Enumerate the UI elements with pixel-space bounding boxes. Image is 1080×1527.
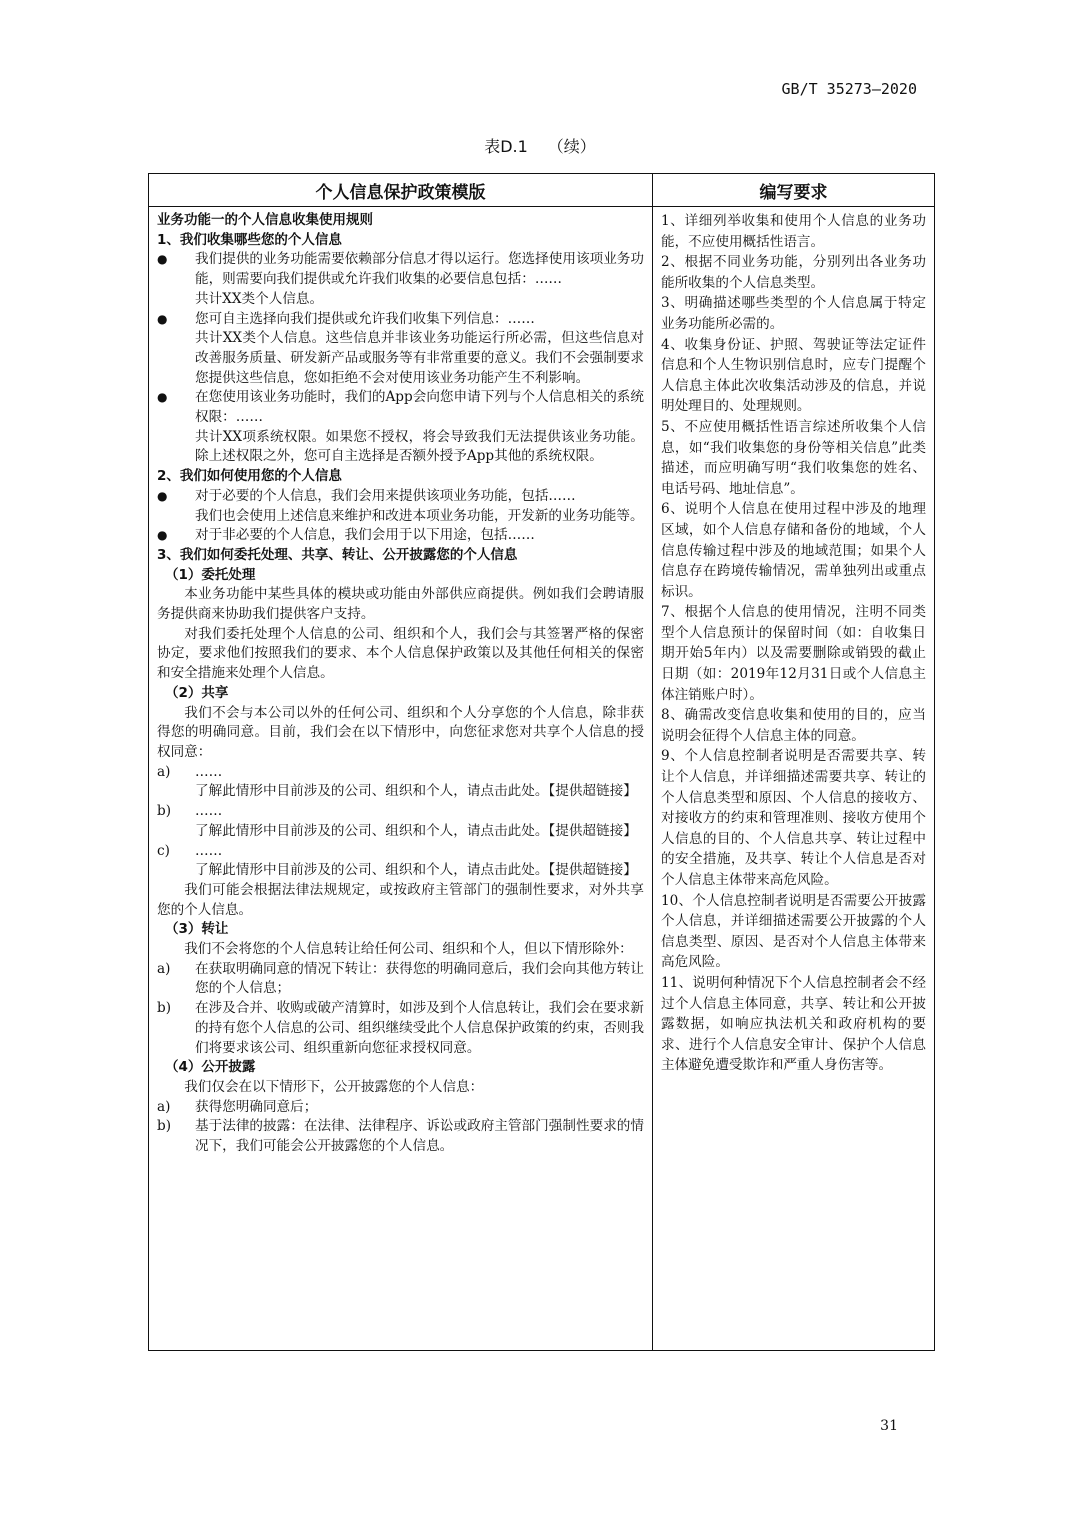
bullet-icon: ● (157, 528, 168, 543)
list-item: a) …… (157, 763, 223, 780)
section-heading-collect: 1、我们收集哪些您的个人信息 (157, 231, 342, 248)
requirement-item: 8、确需改变信息收集和使用的目的，应当说明会征得个人信息主体的同意。 (661, 707, 926, 744)
standard-number: GB/T 35273—2020 (781, 80, 917, 98)
list-item: ● 对于必要的个人信息，我们会用来提供该项业务功能，包括…… (157, 487, 644, 507)
bullet-icon: ● (157, 311, 168, 326)
list-note: 了解此情形中目前涉及的公司、组织和个人，请点击此处。【提供超链接】 (195, 862, 637, 879)
table-continued: （续） (547, 137, 596, 156)
paragraph: 我们不会与本公司以外的任何公司、组织和个人分享您的个人信息，除非获得您的明确同意。目前，我们会在以下情形中，向您征求您对共享个人信息的授权同意： (157, 704, 644, 760)
list-note: 共计XX类个人信息。 (195, 290, 324, 307)
list-item: ● 我们提供的业务功能需要依赖部分信息才得以运行。您选择使用该项业务功能，则需要向我们提供或允许我们收集的必要信息包括：…… (157, 250, 644, 289)
subheading-entrusted: （1）委托处理 (165, 566, 256, 583)
requirement-item: 1、详细列举收集和使用个人信息的业务功能，不应使用概括性语言。 (661, 213, 926, 250)
requirement-item: 10、个人信息控制者说明是否需要公开披露个人信息，并详细描述需要公开披露的个人信息类型、原因、是否对个人信息主体带来高危风险。 (661, 892, 926, 971)
policy-template-table (148, 173, 935, 1351)
list-note: 了解此情形中目前涉及的公司、组织和个人，请点击此处。【提供超链接】 (195, 783, 637, 800)
paragraph: 我们仅会在以下情形下，公开披露您的个人信息： (184, 1078, 484, 1095)
section-heading-sharing: 3、我们如何委托处理、共享、转让、公开披露您的个人信息 (157, 546, 518, 563)
bullet-icon: ● (157, 488, 168, 503)
list-item: ● 在您使用该业务功能时，我们的App会向您申请下列与个人信息相关的系统权限：…… (157, 388, 644, 427)
requirement-item: 6、说明个人信息在使用过程中涉及的地理区域，如个人信息存储和备份的地域，个人信息传输过程中涉及的地域范围；如果个人信息存在跨境传输情况，需单独列出或重点标识。 (661, 501, 926, 600)
paragraph: 对我们委托处理个人信息的公司、组织和个人，我们会与其签署严格的保密协定，要求他们按照我们的要求、本个人信息保护政策以及其他任何相关的保密和安全措施来处理个人信息。 (157, 625, 644, 682)
list-item: b) 在涉及合并、收购或破产清算时，如涉及到个人信息转让，我们会在要求新的持有您个人信息的公司、组织继续受此个人信息保护政策的约束，否则我们将要求该公司、组织重新向您征求授权同意。 (157, 1000, 644, 1056)
list-item: b) 基于法律的披露：在法律、法律程序、诉讼或政府主管部门强制性要求的情况下，我们可能会公开披露您的个人信息。 (157, 1118, 644, 1155)
requirement-item: 9、个人信息控制者说明是否需要共享、转让个人信息，并详细描述需要共享、转让的个人信息类型和原因、个人信息的接收方、对接收方的约束和管理准则、接收方使用个人信息的目的、个人信息共享、转让过程中的安全措施，及共享、转让个人信息是否对个人信息主体带来高危风险。 (661, 748, 926, 888)
paragraph: 我们不会将您的个人信息转让给任何公司、组织和个人，但以下情形除外： (184, 941, 633, 958)
list-note: 我们也会使用上述信息来维护和改进本项业务功能，开发新的业务功能等。 (195, 507, 644, 524)
list-note: 共计XX类个人信息。这些信息并非该业务功能运行所必需，但这些信息对改善服务质量、研发新产品或服务等有非常重要的意义。我们不会强制要求您提供这些信息，您如拒绝不会对使用该业务功能产生不利影响。 (195, 330, 644, 386)
table-caption (0, 134, 1080, 157)
subheading-disclosure: （4）公开披露 (165, 1059, 256, 1076)
requirement-item: 5、不应使用概括性语言综述所收集个人信息，如“我们收集您的身份等相关信息”此类描述，而应明确写明“我们收集您的姓名、电话号码、地址信息”。 (661, 418, 926, 497)
subheading-transfer: （3）转让 (165, 921, 229, 938)
list-item: a) 获得您明确同意后； (157, 1098, 318, 1115)
table-number: 表D.1 (484, 137, 528, 156)
list-item: ● 您可自主选择向我们提供或允许我们收集下列信息：…… (157, 310, 644, 330)
column-header-template: 个人信息保护政策模版 (149, 174, 653, 207)
requirements-cell (653, 207, 935, 1351)
bullet-icon: ● (157, 252, 168, 267)
requirement-item: 3、明确描述哪些类型的个人信息属于特定业务功能所必需的。 (661, 295, 926, 332)
list-note: 共计XX项系统权限。如果您不授权，将会导致我们无法提供该业务功能。除上述权限之外，您可自主选择是否额外授予App其他的系统权限。 (195, 428, 644, 465)
requirement-item: 4、收集身份证、护照、驾驶证等法定证件信息和个人生物识别信息时，应专门提醒个人信息主体此次收集活动涉及的信息，并说明处理目的、处理规则。 (661, 336, 926, 415)
requirement-item: 11、说明何种情况下个人信息控制者会不经过个人信息主体同意，共享、转让和公开披露数据，如响应执法机关和政府机构的要求、进行个人信息安全审计、保护个人信息主体避免遭受欺诈和严重人身伤害等。 (661, 974, 926, 1074)
requirement-item: 2、根据不同业务功能，分别列出各业务功能所收集的个人信息类型。 (661, 254, 926, 291)
section-title: 业务功能一的个人信息收集使用规则 (157, 212, 373, 228)
list-note: 了解此情形中目前涉及的公司、组织和个人，请点击此处。【提供超链接】 (195, 822, 637, 839)
template-cell (149, 207, 653, 1351)
list-item: ● 对于非必要的个人信息，我们会用于以下用途，包括…… (157, 526, 644, 546)
list-item: a) 在获取明确同意的情况下转让：获得您的明确同意后，我们会向其他方转让您的个人信息； (157, 960, 644, 997)
list-item: c) …… (157, 842, 223, 859)
paragraph: 本业务功能中某些具体的模块或功能由外部供应商提供。例如我们会聘请服务提供商来协助我们提供客户支持。 (157, 586, 644, 623)
section-heading-use: 2、我们如何使用您的个人信息 (157, 468, 342, 485)
paragraph: 我们可能会根据法律法规规定，或按政府主管部门的强制性要求，对外共享您的个人信息。 (157, 881, 644, 918)
page-number: 31 (880, 1418, 898, 1434)
list-item: b) …… (157, 803, 223, 820)
requirement-item: 7、根据个人信息的使用情况，注明不同类型个人信息预计的保留时间（如：自收集日期开始5年内）以及需要删除或销毁的截止日期（如：2019年12月31日或个人信息主体注销账户时）。 (661, 604, 926, 703)
column-header-requirements: 编写要求 (653, 174, 935, 207)
bullet-icon: ● (157, 390, 168, 405)
subheading-sharing: （2）共享 (165, 684, 229, 701)
